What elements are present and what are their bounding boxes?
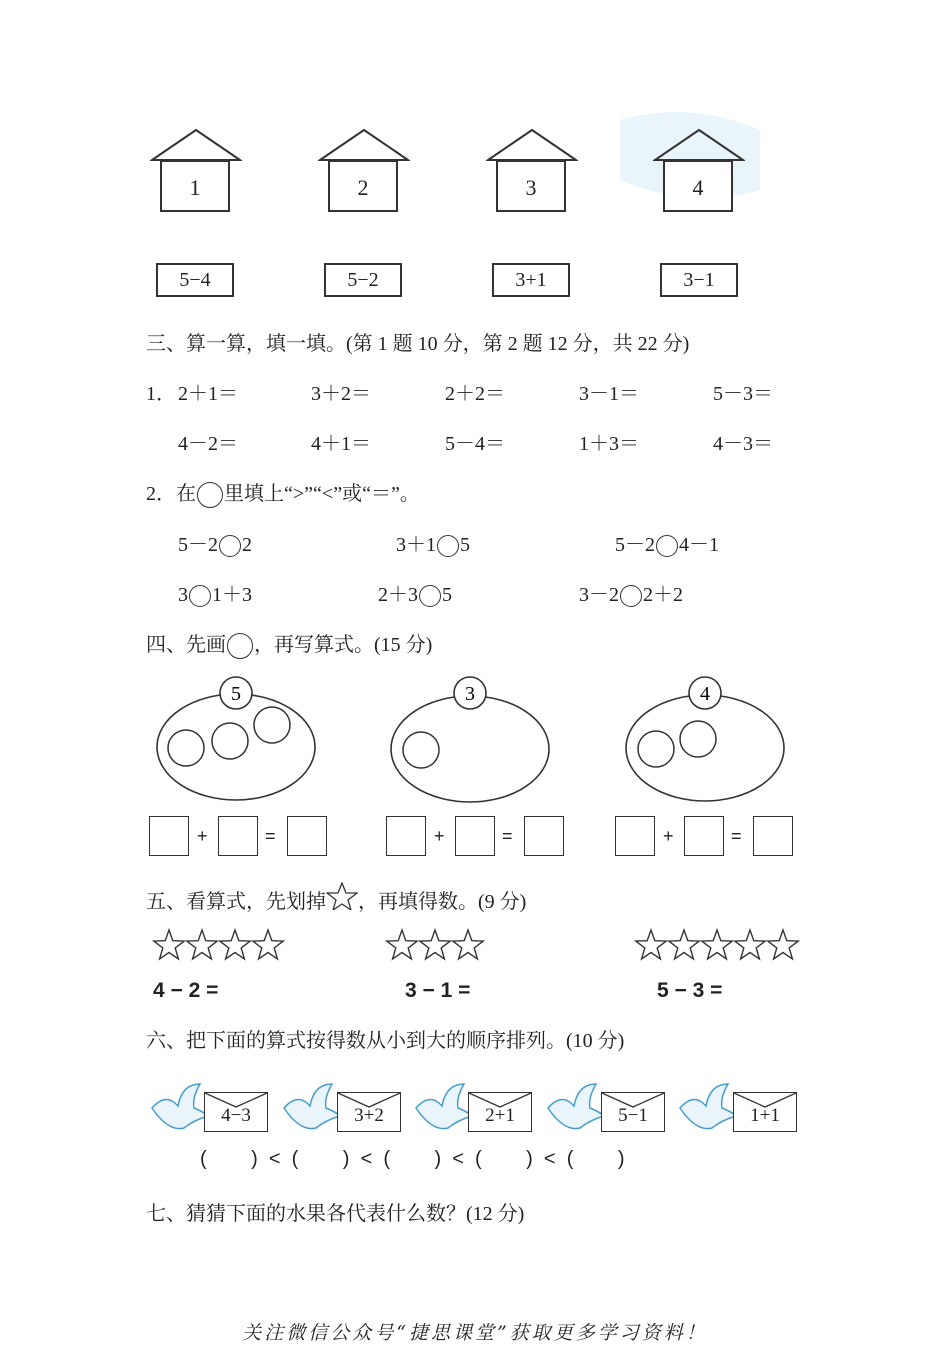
answer-circle[interactable] xyxy=(437,535,459,557)
star-icon[interactable] xyxy=(702,930,732,959)
compare-item: 3 1＋3 xyxy=(178,584,252,606)
dove-icon xyxy=(676,1078,738,1134)
drawn-circle xyxy=(638,731,674,767)
question1-label: 1． xyxy=(146,383,176,405)
envelope-card: 1+1 xyxy=(733,1092,797,1132)
star-icon[interactable] xyxy=(768,930,798,959)
expression-card: 3+1 xyxy=(492,263,570,297)
equals-sign: = xyxy=(265,826,276,846)
star-expression: 3 − 1 = xyxy=(405,979,471,1002)
dove-icon xyxy=(412,1078,474,1134)
diagram-1 xyxy=(157,677,315,800)
star-icon[interactable] xyxy=(387,930,417,959)
expression-card: 3−1 xyxy=(660,263,738,297)
question2-suffix: 里填上“>”“<”或“＝”。 xyxy=(224,483,420,505)
answer-box[interactable] xyxy=(149,816,189,856)
compare-item: 3＋1 5 xyxy=(396,534,470,556)
star-expression: 5 − 3 = xyxy=(657,979,723,1002)
envelope-card: 5−1 xyxy=(601,1092,665,1132)
calc-item: 4＋1＝ xyxy=(311,433,371,455)
drawn-circle xyxy=(212,723,248,759)
compare-item: 5－2 2 xyxy=(178,534,252,556)
answer-box[interactable] xyxy=(684,816,724,856)
diagram-2 xyxy=(391,677,549,802)
section6-title: 六、把下面的算式按得数从小到大的顺序排列。(10 分) xyxy=(146,1030,625,1052)
question2-prefix: 2．在 xyxy=(146,483,196,505)
drawn-circle xyxy=(403,732,439,768)
star-icon[interactable] xyxy=(420,930,450,959)
answer-box[interactable] xyxy=(615,816,655,856)
house-number: 2 xyxy=(328,160,398,212)
dove-icon xyxy=(148,1078,210,1134)
expression-card: 5−4 xyxy=(156,263,234,297)
section3-title: 三、算一算，填一填。(第 1 题 10 分，第 2 题 12 分，共 22 分) xyxy=(146,333,690,355)
envelope-card: 3+2 xyxy=(337,1092,401,1132)
roof-icon xyxy=(318,128,410,162)
diagram-total: 4 xyxy=(700,683,710,705)
star-icon[interactable] xyxy=(735,930,765,959)
star-expression: 4 − 2 = xyxy=(153,979,219,1002)
drawn-circle xyxy=(254,707,290,743)
roof-icon xyxy=(150,128,242,162)
house-number: 1 xyxy=(160,160,230,212)
section7-title: 七、猜猜下面的水果各代表什么数？(12 分) xyxy=(146,1203,525,1225)
footer-note: 关注微信公众号“捷思课堂”获取更多学习资料！ xyxy=(242,1322,708,1344)
drawn-circle xyxy=(680,721,716,757)
house-number: 3 xyxy=(496,160,566,212)
diagram-3 xyxy=(626,677,784,801)
calc-item: 3－1＝ xyxy=(579,383,639,405)
compare-item: 2＋3 5 xyxy=(378,584,452,606)
answer-box[interactable] xyxy=(455,816,495,856)
star-icon[interactable] xyxy=(187,930,217,959)
dove-icon xyxy=(544,1078,606,1134)
section4-title: 四、先画 ，再写算式。(15 分) xyxy=(146,628,432,659)
answer-box[interactable] xyxy=(386,816,426,856)
house-number: 4 xyxy=(663,160,733,212)
star-icon[interactable] xyxy=(453,930,483,959)
answer-circle[interactable] xyxy=(656,535,678,557)
envelope-card: 2+1 xyxy=(468,1092,532,1132)
envelope-card: 4−3 xyxy=(204,1092,268,1132)
calc-item: 3＋2＝ xyxy=(311,383,371,405)
plus-sign: + xyxy=(197,826,208,846)
compare-item: 5－2 4－1 xyxy=(615,534,719,556)
diagram-total: 5 xyxy=(231,683,241,705)
answer-box[interactable] xyxy=(524,816,564,856)
answer-box[interactable] xyxy=(218,816,258,856)
calc-item: 5－3＝ xyxy=(713,383,773,405)
compare-item: 3－2 2＋2 xyxy=(579,584,683,606)
star-icon[interactable] xyxy=(669,930,699,959)
answer-circle[interactable] xyxy=(189,585,211,607)
order-answer-line[interactable]: ( ) < ( ) < ( ) < ( ) < ( ) xyxy=(200,1148,625,1170)
star-icon[interactable] xyxy=(253,930,283,959)
plus-sign: + xyxy=(434,826,445,846)
star-groups xyxy=(152,928,812,964)
calc-item: 4－3＝ xyxy=(713,433,773,455)
expression-card: 5−2 xyxy=(324,263,402,297)
calc-item: 5－4＝ xyxy=(445,433,505,455)
circle-diagrams xyxy=(150,676,800,806)
dove-icon xyxy=(280,1078,342,1134)
equals-sign: = xyxy=(731,826,742,846)
star-icon[interactable] xyxy=(154,930,184,959)
section5-title: 五、看算式，先划掉 ，再填得数。(9 分) xyxy=(146,882,526,914)
star-icon xyxy=(326,882,358,910)
roof-icon xyxy=(653,128,745,162)
calc-item: 1＋3＝ xyxy=(579,433,639,455)
answer-box[interactable] xyxy=(287,816,327,856)
drawn-circle xyxy=(168,730,204,766)
plus-sign: + xyxy=(663,826,674,846)
answer-box[interactable] xyxy=(753,816,793,856)
calc-item: 2＋1＝ xyxy=(178,383,238,405)
calc-item: 4－2＝ xyxy=(178,433,238,455)
diagram-total: 3 xyxy=(465,683,475,705)
roof-icon xyxy=(486,128,578,162)
answer-circle[interactable] xyxy=(419,585,441,607)
equals-sign: = xyxy=(502,826,513,846)
answer-circle[interactable] xyxy=(219,535,241,557)
answer-circle[interactable] xyxy=(620,585,642,607)
question2-instruction xyxy=(146,477,420,508)
circle-icon xyxy=(227,633,253,659)
star-icon[interactable] xyxy=(636,930,666,959)
star-icon[interactable] xyxy=(220,930,250,959)
circle-icon xyxy=(197,482,223,508)
calc-item: 2＋2＝ xyxy=(445,383,505,405)
